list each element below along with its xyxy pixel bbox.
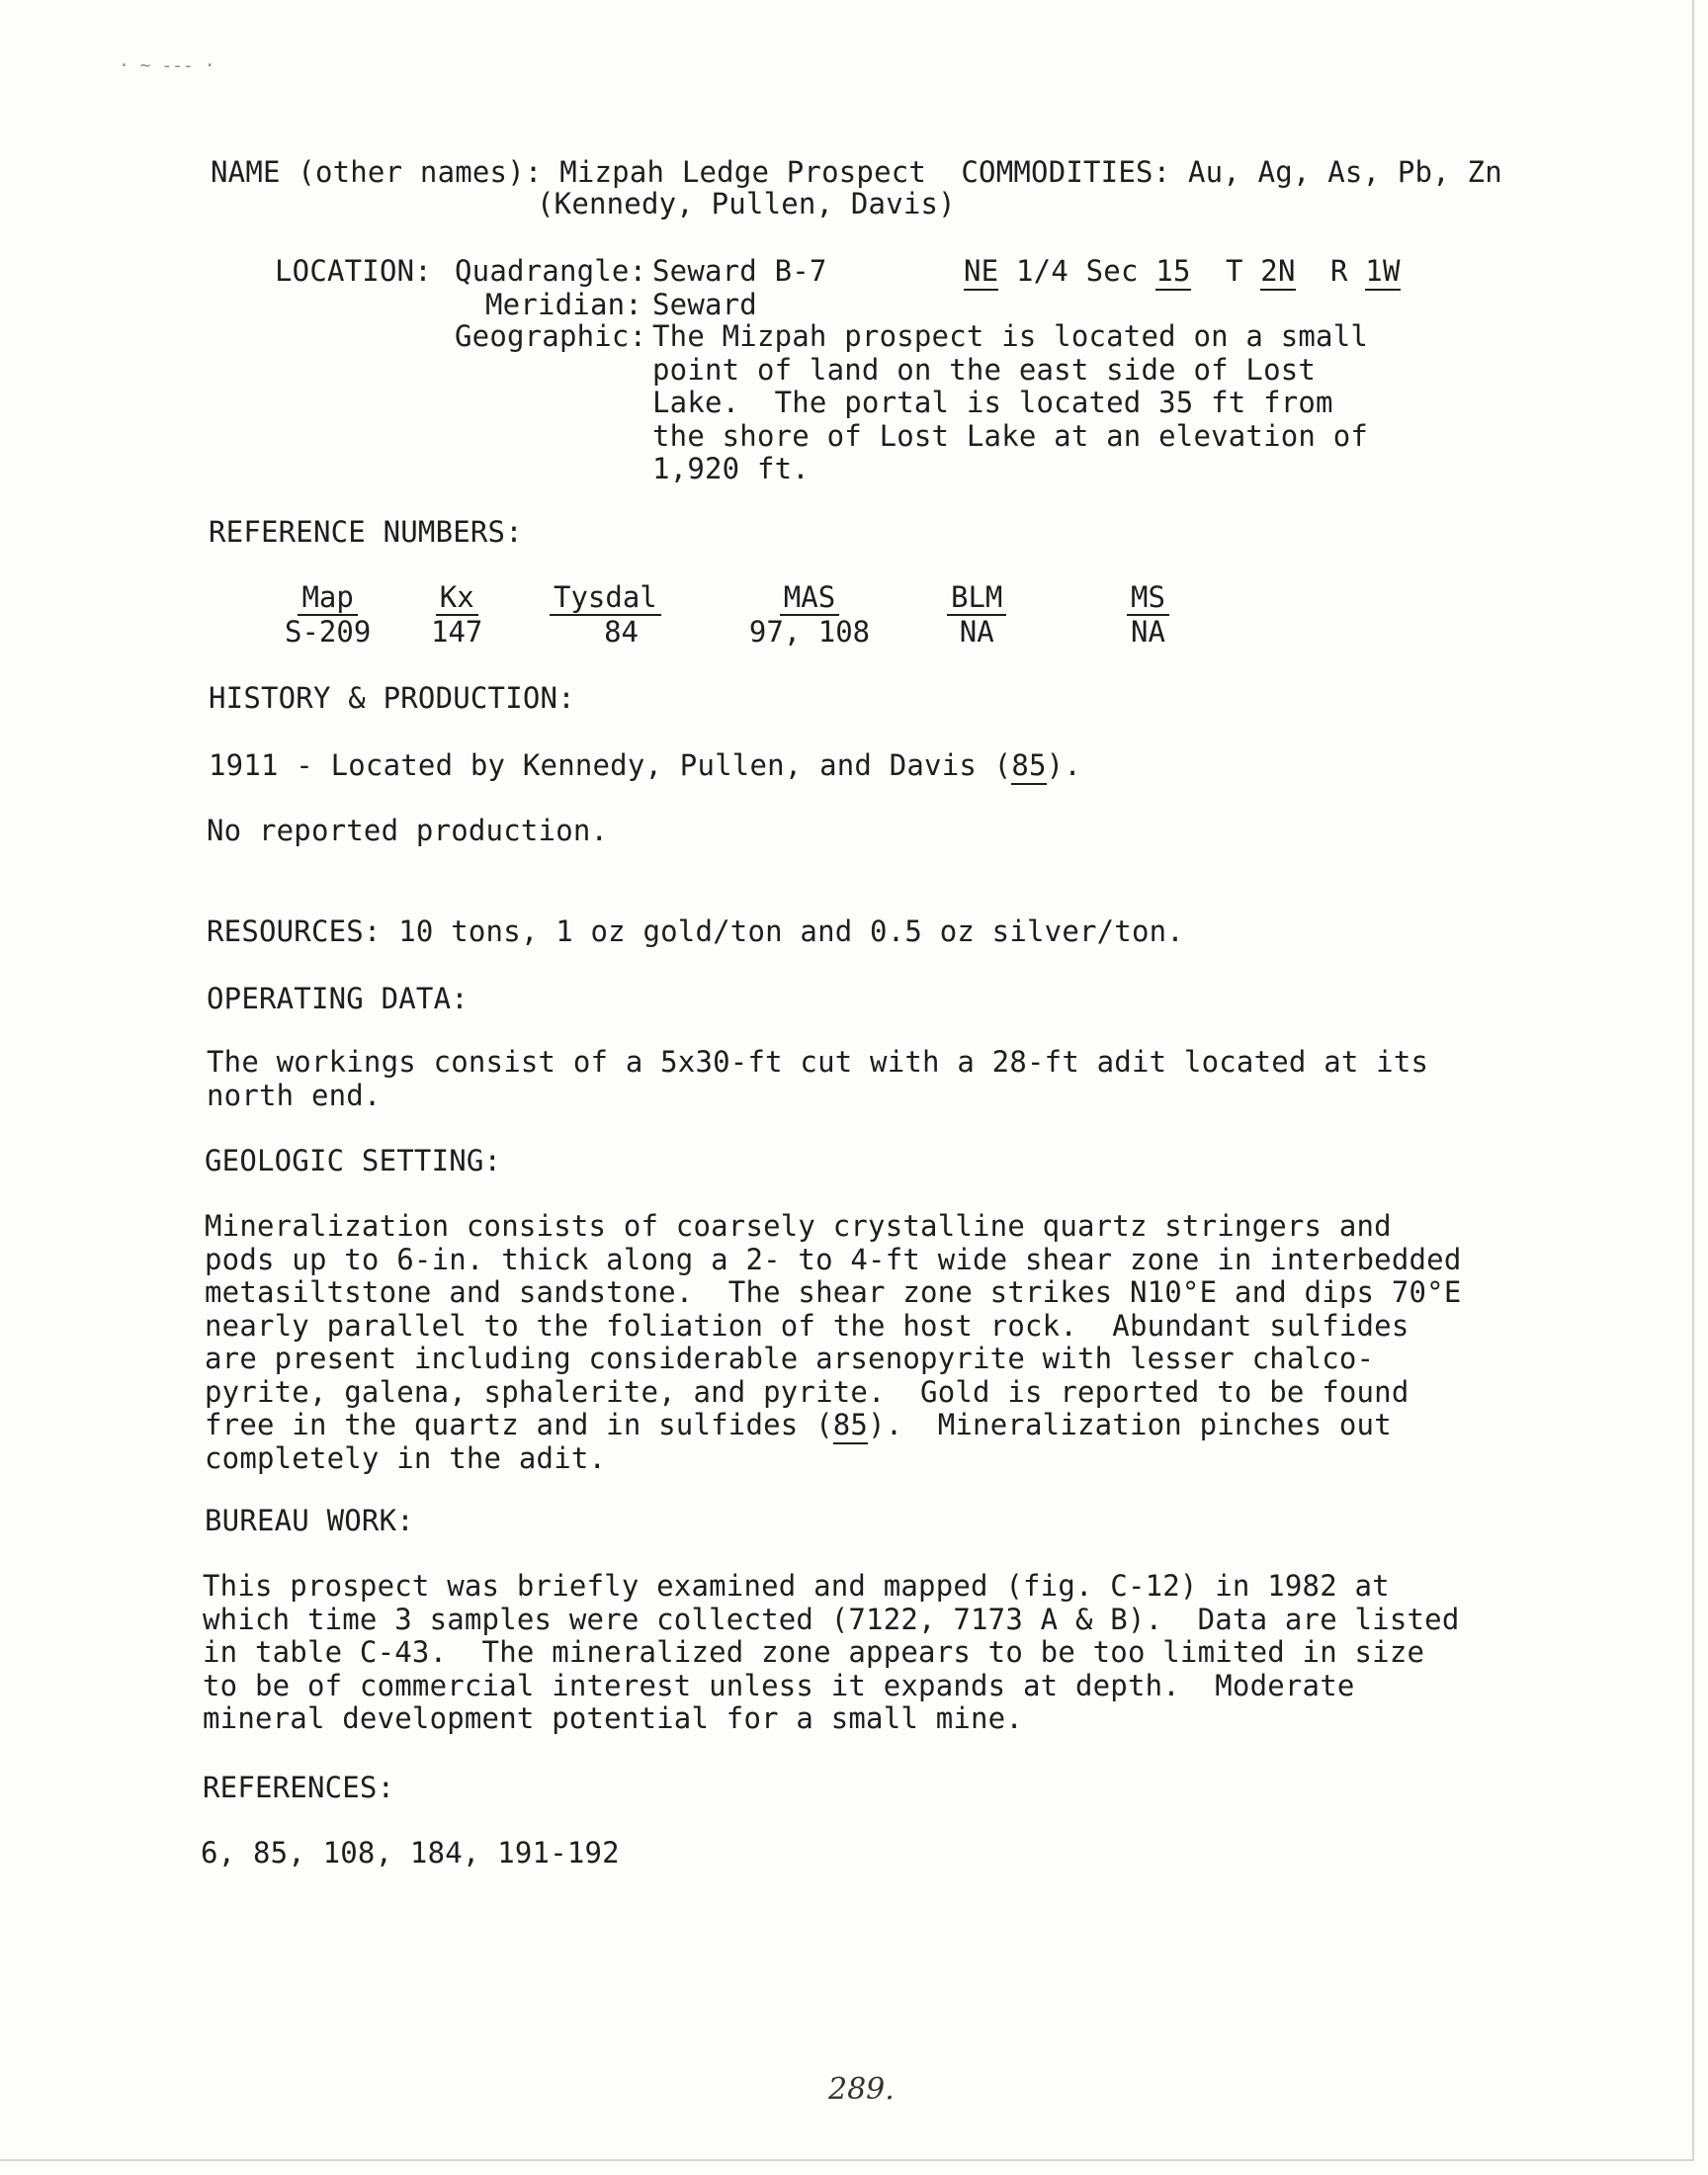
- ref-header: MS: [1127, 581, 1169, 616]
- resources-line: RESOURCES: 10 tons, 1 oz gold/ton and 0.5 oz silver/ton.: [207, 914, 1184, 948]
- history-line-2: No reported production.: [207, 814, 609, 847]
- geologic-line: pyrite, galena, sphalerite, and pyrite. Gold is reported to be found: [205, 1374, 1409, 1409]
- bureau-heading: BUREAU WORK:: [205, 1504, 414, 1537]
- ref-value: 147: [431, 615, 483, 649]
- geographic-line: The Mizpah prospect is located on a small: [652, 319, 1369, 353]
- bureau-line: mineral development potential for a small mine.: [203, 1701, 1023, 1735]
- ref-header: MAS: [780, 581, 839, 616]
- quadrangle-label: Quadrangle:: [455, 254, 647, 288]
- ref-col-mas: [747, 581, 872, 649]
- name-label: NAME (other names):: [211, 155, 543, 189]
- location-label: LOCATION:: [275, 254, 432, 288]
- range-label: R: [1329, 254, 1348, 288]
- quarter-suffix: 1/4 Sec: [1016, 254, 1139, 288]
- bureau-line: This prospect was briefly examined and mapped (fig. C-12) in 1982 at: [203, 1569, 1390, 1603]
- history-text: 1911 - Located by Kennedy, Pullen, and Davis (: [209, 748, 1012, 782]
- geologic-line: metasiltstone and sandstone. The shear zone strikes N10°E and dips 70°E: [205, 1275, 1462, 1309]
- section-value: 15: [1155, 254, 1190, 291]
- ref-value: NA: [1131, 615, 1165, 649]
- page-number: 289.: [828, 2072, 895, 2107]
- geographic-line: Lake. The portal is located 35 ft from: [652, 386, 1333, 419]
- ref-col-map: [285, 581, 371, 649]
- commodities-value: Au, Ag, As, Pb, Zn: [1187, 155, 1502, 189]
- geologic-heading: GEOLOGIC SETTING:: [205, 1144, 502, 1177]
- other-names: (Kennedy, Pullen, Davis): [537, 187, 956, 220]
- references-heading: REFERENCES:: [203, 1771, 395, 1804]
- township-label: T: [1225, 254, 1243, 288]
- ref-header: BLM: [947, 581, 1006, 616]
- name-line: [211, 156, 1502, 189]
- bureau-line: which time 3 samples were collected (7122, 7173 A & B). Data are listed: [203, 1602, 1460, 1636]
- geologic-line: completely in the adit.: [205, 1440, 607, 1475]
- geologic-ref: 85: [833, 1408, 868, 1444]
- township-value: 2N: [1260, 254, 1295, 291]
- ref-header: Map: [298, 581, 357, 616]
- quarter-value: NE: [964, 254, 998, 291]
- geologic-line: nearly parallel to the foliation of the host rock. Abundant sulfides: [205, 1308, 1409, 1343]
- ref-col-blm: [947, 581, 1006, 649]
- references-list: 6, 85, 108, 184, 191-192: [201, 1836, 620, 1870]
- ref-value: 84: [604, 615, 639, 649]
- ref-header: Tysdal: [550, 581, 661, 616]
- operating-line: The workings consist of a 5x30-ft cut with a 28-ft adit located at its: [207, 1045, 1429, 1079]
- geographic-line: 1,920 ft.: [652, 452, 810, 485]
- ref-value: 97, 108: [748, 615, 871, 649]
- name-value: Mizpah Ledge Prospect: [559, 155, 927, 189]
- ref-value: S-209: [285, 615, 372, 649]
- meridian-value: Seward: [652, 288, 757, 321]
- history-heading: HISTORY & PRODUCTION:: [209, 681, 575, 715]
- ref-col-ms: [1127, 581, 1169, 649]
- history-text-end: ).: [1046, 748, 1081, 782]
- geologic-line: pods up to 6-in. thick along a 2- to 4-ft wide shear zone in interbedded: [205, 1242, 1462, 1276]
- geologic-line-end: ). Mineralization pinches out: [868, 1408, 1392, 1441]
- geologic-text: [205, 1210, 1461, 1475]
- bureau-line: in table C-43. The mineralized zone appears to be too limited in size: [203, 1635, 1425, 1669]
- geologic-line: Mineralization consists of coarsely crystalline quartz stringers and: [205, 1209, 1392, 1243]
- meridian-label: Meridian:: [485, 288, 642, 321]
- scan-mark: · ~ -‑‑ ·: [119, 55, 215, 76]
- geographic-text: [652, 320, 1368, 486]
- ref-col-kx: [431, 581, 482, 649]
- geologic-line: are present including considerable arsenopyrite with lesser chalco-: [205, 1342, 1375, 1375]
- commodities-label: COMMODITIES:: [961, 155, 1171, 189]
- operating-heading: OPERATING DATA:: [207, 982, 469, 1015]
- history-line-1: [209, 749, 1081, 782]
- bureau-line: to be of commercial interest unless it expands at depth. Moderate: [203, 1668, 1355, 1702]
- ref-value: NA: [959, 615, 994, 649]
- geologic-line: free in the quartz and in sulfides (: [205, 1408, 833, 1441]
- range-value: 1W: [1365, 254, 1400, 291]
- bureau-text: [203, 1570, 1459, 1736]
- quadrangle-value: Seward B-7: [652, 254, 827, 288]
- geographic-line: the shore of Lost Lake at an elevation of: [652, 418, 1369, 453]
- history-ref: 85: [1011, 748, 1046, 785]
- geographic-line: point of land on the east side of Lost: [652, 352, 1317, 387]
- ref-header: Kx: [436, 581, 478, 616]
- township-range: [964, 255, 1401, 288]
- operating-line: north end.: [207, 1078, 382, 1112]
- operating-text: [207, 1046, 1428, 1112]
- reference-heading: REFERENCE NUMBERS:: [209, 515, 523, 549]
- ref-col-tysdal: [550, 580, 657, 649]
- geographic-label: Geographic:: [455, 319, 647, 353]
